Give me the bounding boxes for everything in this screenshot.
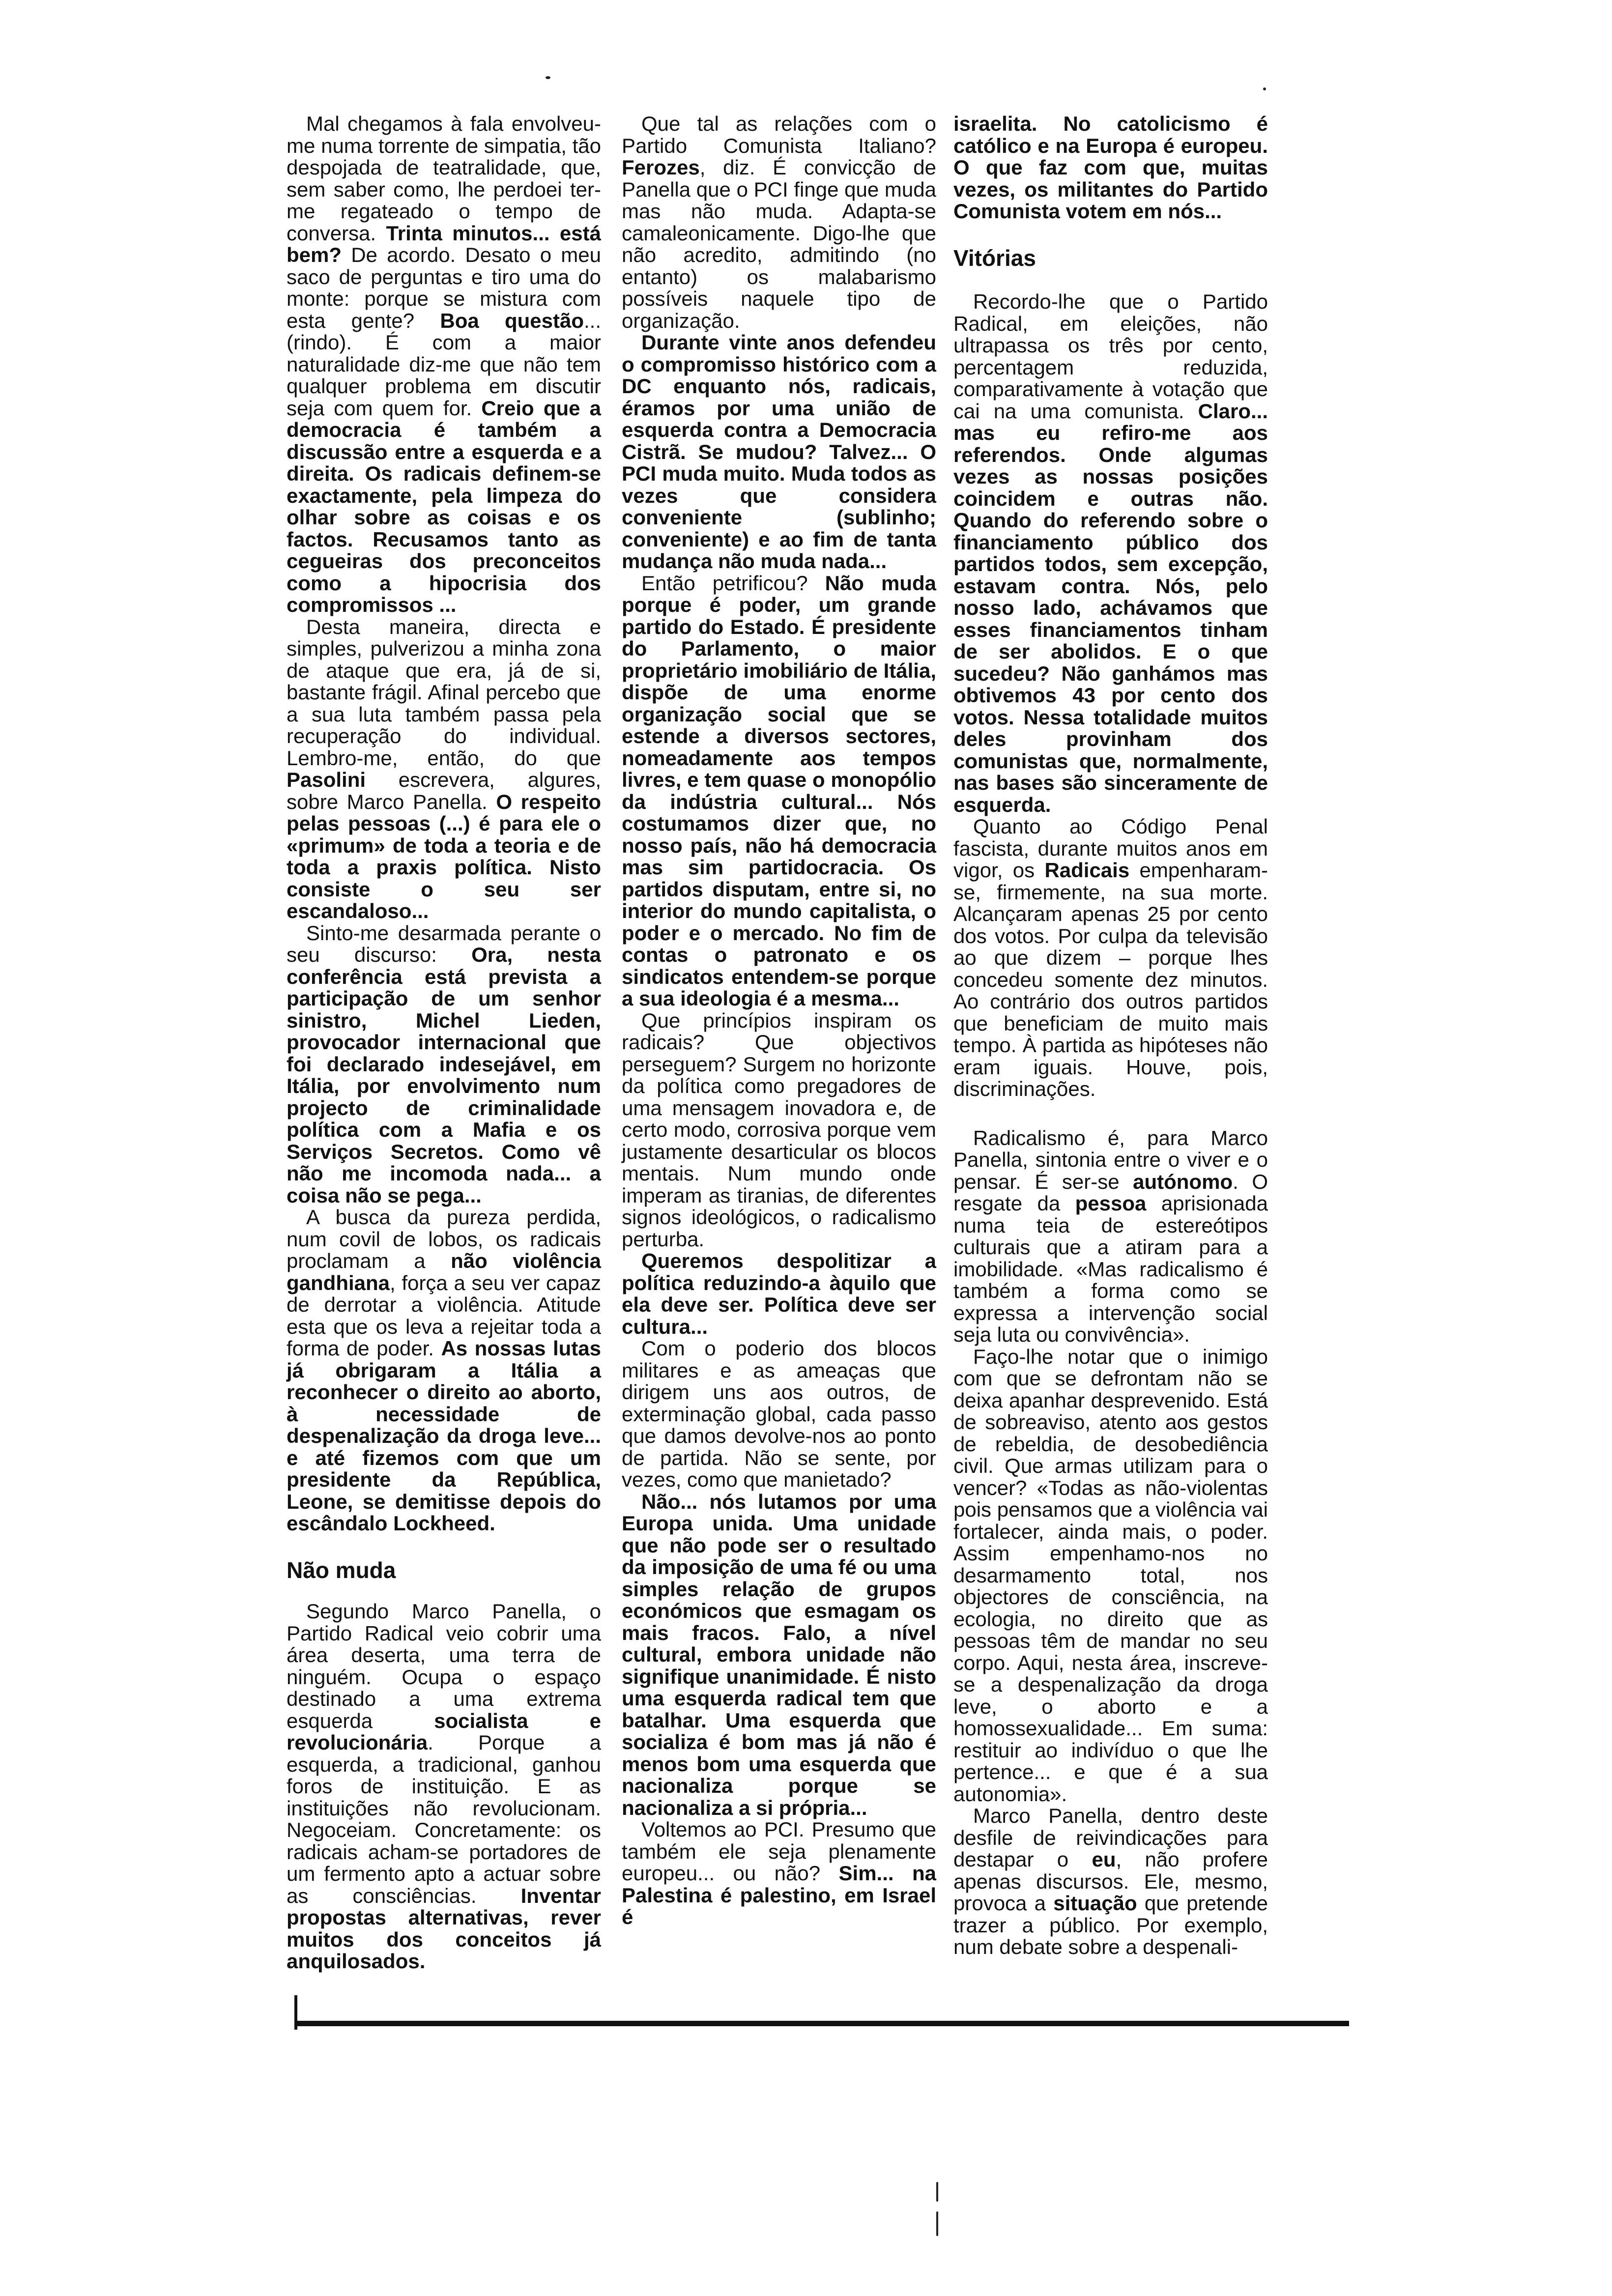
text: empenharam-se, firmemente, na sua morte. Alcançaram apenas 25 por cento dos votos. Por culpa da televisão ao que dizem – porque lhes concedeu somente dez minutos. Ao contrário dos outros partidos que beneficiam de muito mais tempo. À partida as hipóteses não eram iguais. Houve, pois, discriminações. [953, 859, 1268, 1100]
article-column-2 [622, 113, 936, 1928]
text: De acordo. Desato o meu saco de perguntas e tiro uma do monte: porque se mistura com esta gente? [287, 243, 601, 332]
text: aprisionada numa teia de estereótipos culturais que a atiram para a imobilidade. «Mas radicalismo é também a forma como se expressa a intervenção social seja luta ou convivência». [953, 1192, 1268, 1346]
text: Sinto-me desarmada perante o seu discurso: [287, 921, 601, 966]
scan-speck [936, 2182, 938, 2202]
text: Voltemos ao PCI. Presumo que também ele seja plenamente europeu... ou não? [622, 1818, 936, 1885]
bold-text: Radicais [1044, 859, 1130, 882]
section-heading: Vitórias [953, 245, 1036, 271]
bold-text: Pasolini [287, 768, 366, 791]
paragraph [953, 816, 1268, 1100]
bold-text: não violência gandhiana [287, 1249, 601, 1294]
bold-text: Claro... mas eu refiro-me aos referendos. Onde algumas vezes as nossas posições coincidem e outras não. Quando do referendo sobre o financiamento público dos partidos todos, sem excepção, estavam contra. Nós, pelo nosso lado, achávamos que esses financiamentos tinham de ser abolidos. E o que sucedeu? Não ganhámos mas obtivemos 43 por cento dos votos. Nessa totalidade muitos deles provinham dos comunistas que, normalmente, nas bases são sinceramente de esquerda. [953, 399, 1268, 816]
bold-text: Não muda porque é poder, um grande partido do Estado. É presidente do Parlamento, o maior proprietário imobiliário de Itália, dispõe de uma enorme organização social que se estende a diversos sectores, nomeadamente aos tempos livres, e tem quase o monopólio da indústria cultural... Nós costumamos dizer que, no nosso país, não há democracia mas sim partidocracia. Os partidos disputam, entre si, no interior do mundo capitalista, o poder e o mercado. No fim de contas o patronato e os sindicatos entendem-se porque a sua ideologia é a mesma... [622, 571, 937, 1010]
text: Então petrificou? [641, 571, 825, 595]
paragraph [622, 1010, 936, 1251]
paragraph [622, 113, 936, 332]
paragraph [622, 573, 936, 1010]
text: Faço-lhe notar que o inimigo com que se defrontam não se deixa apanhar desprevenido. Está de sobreaviso, atento aos gestos de rebeldia, de desobediência civil. Que armas utilizam para o vencer? «Todas as não-violentas pois pensamos que a violência vai fortalecer, ainda mais, o poder. Assim empenhamo-nos no desarmamento total, nos objectores de consciência, na ecologia, no direito que as pessoas têm de mandar no seu corpo. Aqui, nesta área, inscreve-se a despenalização da droga leve, o aborto e a homossexualidade... Em suma: restituir ao indivíduo o que lhe pertence... e que é a sua autonomia». [953, 1345, 1268, 1806]
section-heading: Não muda [287, 1557, 396, 1583]
spacer [953, 1100, 1268, 1127]
text: Radicalismo é, para Marco Panella, sintonia entre o viver e o pensar. É ser-se [953, 1126, 1268, 1193]
bold-text: Trinta minutos... está bem? [287, 221, 601, 266]
text: . Porque a esquerda, a tradicional, ganhou foros de instituição. E as instituições não revolucionam. Negoceiam. Concretamente: os radicais acham-se portadores de um fermento apto a actuar sobre as consciências. [287, 1731, 601, 1907]
text: escrevera, algures, sobre Marco Panella. [287, 768, 601, 813]
text: Quanto ao Código Penal fascista, durante muitos anos em vigor, os [953, 815, 1268, 882]
bold-text: Ora, nesta conferência está prevista a participação de um senhor sinistro, Michel Lieden, provocador internacional que foi declarado indesejável, em Itália, por envolvimento num projecto de criminalidade política com a Mafia e os Serviços Secretos. Como vê não me incomoda nada... a coisa não se pega... [287, 943, 601, 1207]
bold-text: socialista e revolucionária [287, 1709, 601, 1754]
paragraph [622, 1338, 936, 1491]
paragraph [953, 1127, 1268, 1346]
bold-text: Não... nós lutamos por uma Europa unida. Uma unidade que não pode ser o resultado da imposição de uma fé ou uma simples relação de grupos económicos que esmagam os mais fracos. Falo, a nível cultural, embora unidade não signifique unanimidade. É nisto uma esquerda radical tem que batalhar. Uma esquerda que socializa é bom mas já não é menos bom uma esquerda que nacionaliza porque se nacionaliza a si própria... [622, 1490, 936, 1819]
text: Segundo Marco Panella, o Partido Radical veio cobrir uma área deserta, uma terra de ninguém. Ocupa o espaço destinado a uma extrema esquerda [287, 1600, 601, 1732]
text: ... (rindo). É com a maior naturalidade diz-me que não tem qualquer problema em discutir seja com quem for. [287, 309, 601, 420]
text: Que princípios inspiram os radicais? Que objectivos perseguem? Surgem no horizonte da política como pregadores de uma mensagem inovadora e, de certo modo, corrosiva porque vem justamente desarticular os blocos mentais. Num mundo onde imperam as tiranias, de diferentes signos ideológicos, o radicalismo perturba. [622, 1008, 936, 1251]
paragraph [622, 1491, 936, 1819]
text: Desta maneira, directa e simples, pulverizou a minha zona de ataque que era, já de si, bastante frágil. Afinal percebo que a sua luta também passa pela recuperação do individual. Lembro-me, então, do que [287, 615, 601, 770]
bold-text: situação [1053, 1892, 1137, 1915]
text: Que tal as relações com o Partido Comunista Italiano? [622, 112, 936, 157]
bold-text: Durante vinte anos defendeu o compromisso histórico com a DC enquanto nós, radicais, éramos por uma união de esquerda contra a Democracia Cistrã. Se mudou? Talvez... O PCI muda muito. Muda todos as vezes que considera conveniente (sublinho; conveniente) e ao fim de tanta mudança não muda nada... [622, 331, 936, 573]
text: , não profere apenas discursos. Ele, mesmo, provoca a [953, 1848, 1268, 1915]
text: Recordo-lhe que o Partido Radical, em eleições, não ultrapassa os três por cento, percentagem reduzida, comparativamente à votação que cai na uma comunista. [953, 290, 1268, 423]
scan-speck [1263, 87, 1266, 90]
paragraph [953, 113, 1268, 223]
article-column-1 [287, 113, 601, 1973]
bold-text: Queremos despolitizar a política reduzindo-a àquilo que ela deve ser. Política deve ser cultura... [622, 1249, 936, 1338]
bottom-rule [297, 2021, 1349, 2026]
paragraph [953, 291, 1268, 816]
article-column-3 [953, 113, 1268, 1958]
text: . O resgate da [953, 1170, 1268, 1215]
paragraph [953, 1805, 1268, 1958]
paragraph [287, 1206, 601, 1535]
text: A busca da pureza perdida, num covil de lobos, os radicais proclamam a [287, 1205, 601, 1272]
paragraph [287, 113, 601, 616]
text: Marco Panella, dentro deste desfile de reivindicações para destapar o [953, 1804, 1268, 1871]
bold-text: As nossas lutas já obrigaram a Itália a reconhecer o direito ao aborto, à necessidade de despenalização da droga leve... e até fizemos com que um presidente da República, Leone, se demitisse depois do escândalo Lockheed. [287, 1337, 601, 1535]
bold-text: autónomo [1133, 1170, 1233, 1193]
text: que pretende trazer a público. Por exemplo, num debate sobre a despenali- [953, 1892, 1268, 1958]
text: , diz. É convicção de Panella que o PCI finge que muda mas não muda. Adapta-se camaleonicamente. Digo-lhe que não acredito, admitindo (no entanto) os malabarismo possíveis naquele tipo de organização. [622, 156, 936, 332]
bold-text: Boa questão [440, 309, 584, 332]
paragraph [622, 1250, 936, 1338]
paragraph [622, 1819, 936, 1928]
bold-text: eu [1092, 1848, 1116, 1871]
bold-text: Sim... na Palestina é palestino, em Israel é [622, 1862, 936, 1928]
paragraph [622, 332, 936, 573]
text: , força a seu ver capaz de derrotar a violência. Atitude esta que os leva a rejeitar toda a forma de poder. [287, 1271, 601, 1360]
paragraph [287, 616, 601, 922]
bold-text: Ferozes [622, 156, 700, 179]
bold-text: O respeito pelas pessoas (...) é para ele o «primum» de toda a teoria e de toda a praxis política. Nisto consiste o seu ser escandaloso... [287, 790, 601, 922]
bold-text: Inventar propostas alternativas, rever muitos dos conceitos já anquilosados. [287, 1884, 601, 1973]
bold-text: israelita. No catolicismo é católico e na Europa é europeu. O que faz com que, muitas vezes, os militantes do Partido Comunista votem em nós... [953, 112, 1268, 223]
bold-text: Creio que a democracia é também a discussão entre a esquerda e a direita. Os radicais definem-se exactamente, pela limpeza do olhar sobre as coisas e os factos. Recusamos tanto as cegueiras dos preconceitos como a hipocrisia dos compromissos ... [287, 396, 601, 616]
bold-text: pessoa [1075, 1192, 1147, 1215]
text: Com o poderio dos blocos militares e as ameaças que dirigem uns aos outros, de exterminação global, cada passo que damos devolve-nos ao ponto de partida. Não se sente, por vezes, como que manietado? [622, 1337, 936, 1491]
paragraph [953, 1346, 1268, 1806]
paragraph [287, 922, 601, 1207]
scan-speck [546, 76, 550, 79]
scan-speck [936, 2211, 938, 2236]
text: Mal chegamos à fala envolveu-me numa torrente de simpatia, tão despojada de teatralidade, que, sem saber como, lhe perdoei ter-me regateado o tempo de conversa. [287, 112, 601, 245]
paragraph [287, 1601, 601, 1973]
